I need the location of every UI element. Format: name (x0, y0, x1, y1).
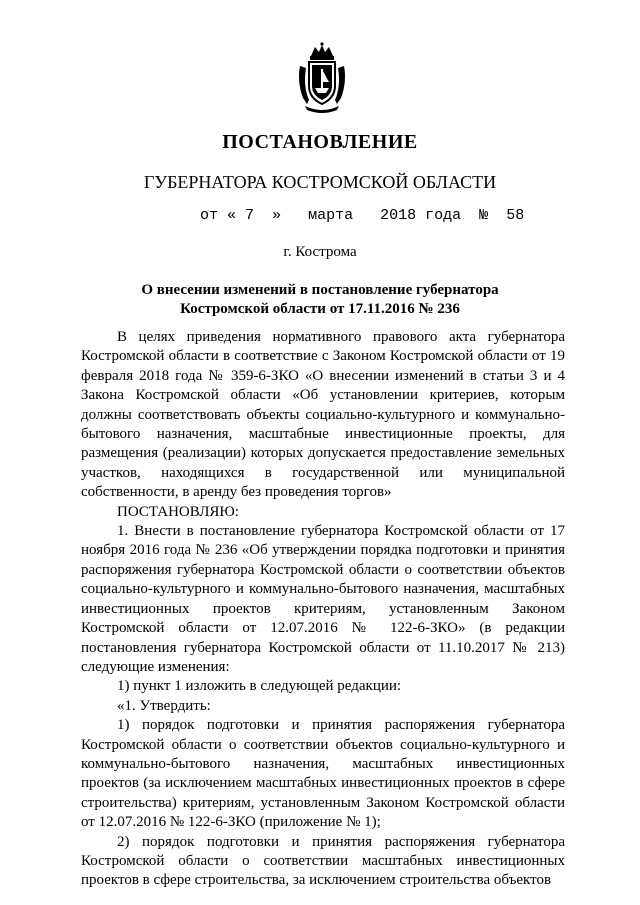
document-heading (0, 281, 640, 319)
paragraph-item-1: 1. Внести в постановление губернатора Костромской области от 17 ноября 2016 года № 236 «Об утверждении порядка подготовки и принятия распоряжения губернатора Костромской области о соответствии объектов социально-культурного и коммунально-бытового назначения, масштабных инвестиционных проектов критериям, установленным Законом Костромской области от 12.07.2016 № 122-6-ЗКО» (в редакции постановления губернатора Костромской области от 11.10.2017 № 213) следующие изменения: (81, 523, 565, 675)
date-year-word: года (425, 207, 462, 224)
date-close: » (272, 207, 282, 224)
date-year: 2018 (380, 207, 417, 224)
kostroma-coat-of-arms-icon (297, 42, 347, 114)
date-day: 7 (245, 207, 255, 224)
paragraph-resolve: ПОСТАНОВЛЯЮ: (117, 503, 239, 520)
heading-line-2: Костромской области от 17.11.2016 № 236 (180, 301, 460, 317)
heading-line-1: О внесении изменений в постановление губернатора (141, 282, 499, 298)
date-number-line (200, 207, 524, 224)
number-sign: № (479, 207, 489, 224)
document-title: ПОСТАНОВЛЕНИЕ (222, 131, 418, 153)
paragraph-approve: «1. Утвердить: (117, 697, 211, 714)
paragraph-approve-1: 1) порядок подготовки и принятия распоряжения губернатора Костромской области о соответствии объектов социально-культурного и коммунально-бытового назначения, масштабных инвестиционных проектов (за исключением масштабных инвестиционных проектов в сфере строительства) критериям, установленным Законом Костромской области от 12.07.2016 № 122-6-ЗКО (приложение № 1); (81, 717, 565, 831)
document-issuer: ГУБЕРНАТОРА КОСТРОМСКОЙ ОБЛАСТИ (143, 172, 497, 192)
date-month: марта (308, 207, 354, 224)
date-prefix: от « (200, 207, 237, 224)
paragraph-approve-2: 2) порядок подготовки и принятия распоряжения губернатора Костромской области о соответствии масштабных инвестиционных проектов в сфере строительства, за исключением строительства объектов (81, 833, 565, 889)
document-body (81, 328, 565, 891)
paragraph-subitem-1: 1) пункт 1 изложить в следующей редакции: (117, 678, 402, 695)
paragraph-preamble: В целях приведения нормативного правового акта губернатора Костромской области в соответствие с Законом Костромской области от 19 февраля 2018 года № 359-6-ЗКО «О внесении изменений в статьи 3 и 4 Закона Костромской области «Об установлении критериев, которым должны соответствовать объекты социально-культурного и коммунально-бытового назначения, масштабные инвестиционные проекты, для размещения (реализации) которых допускается предоставление земельных участков, находящихся в государственной или муниципальной собственности, в аренду без проведения торгов» (81, 329, 565, 501)
city-line: г. Кострома (283, 244, 357, 260)
document-number: 58 (506, 207, 525, 224)
